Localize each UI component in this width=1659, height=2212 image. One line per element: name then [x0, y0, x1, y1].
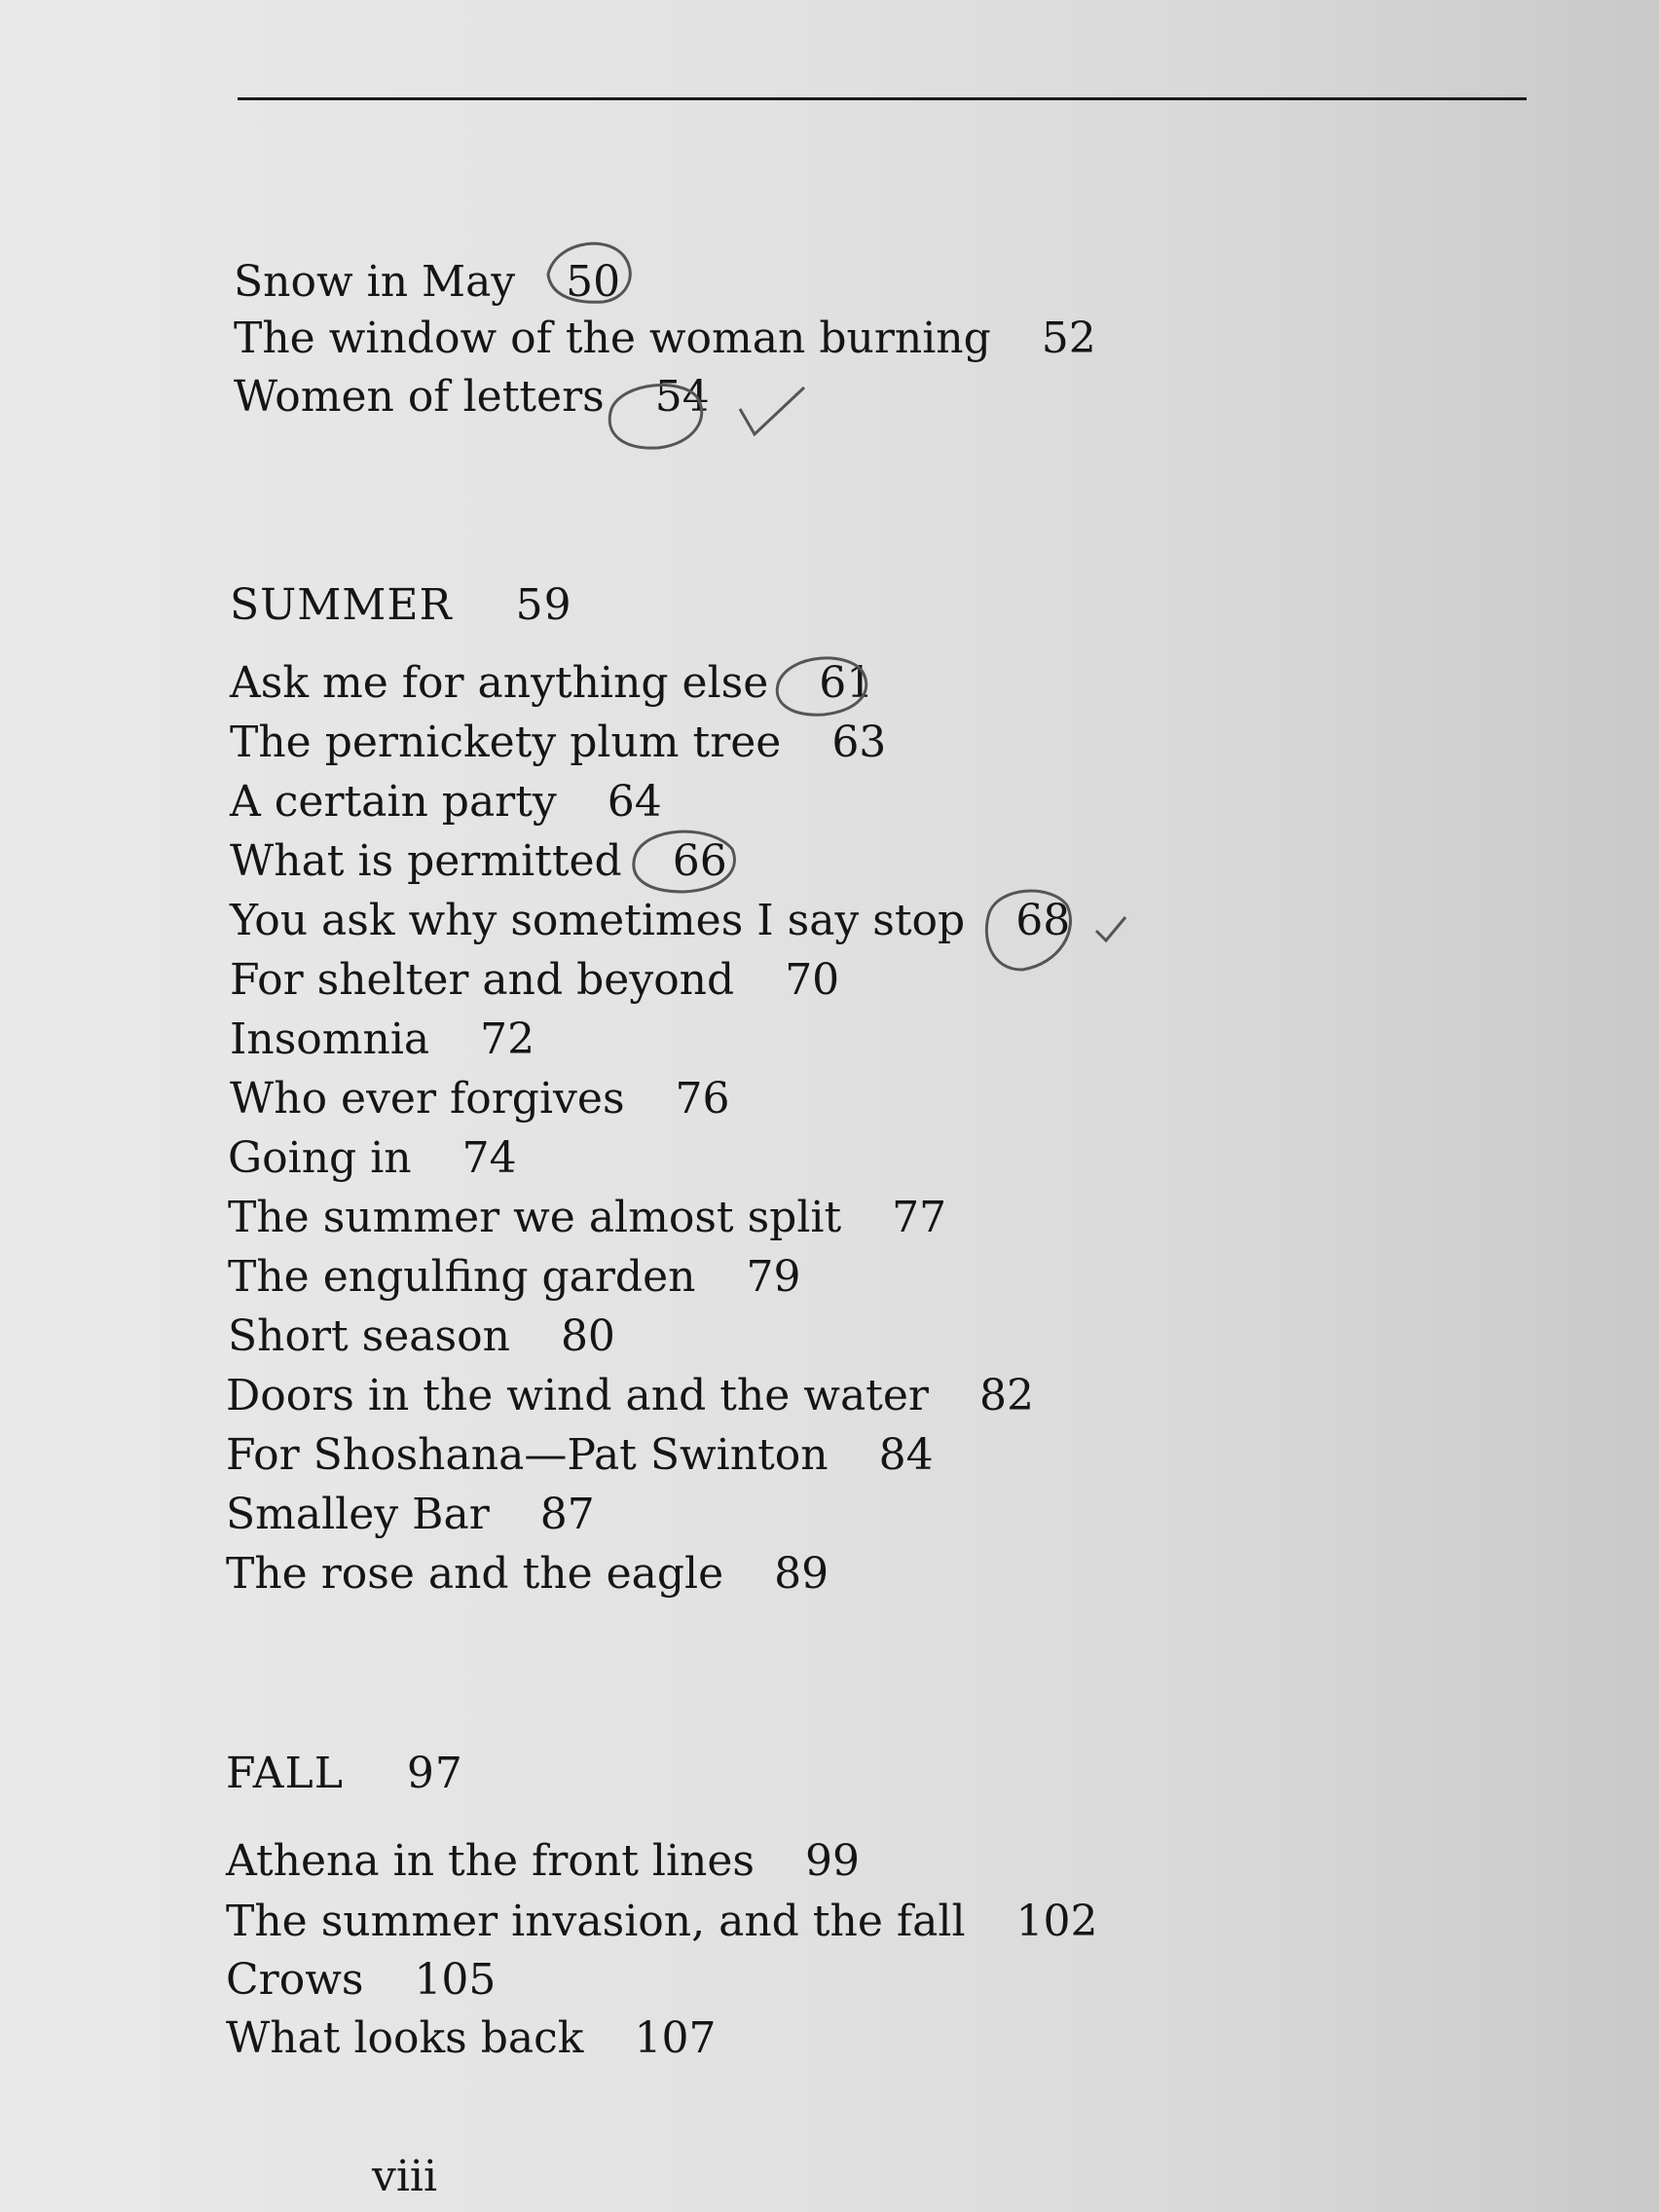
entry-page: 68 — [1015, 896, 1071, 945]
section-title: FALL — [226, 1749, 344, 1798]
entry-page: 54 — [654, 372, 710, 422]
toc-entry[interactable] — [228, 1252, 801, 1302]
toc-entry[interactable] — [234, 372, 710, 422]
entry-title: What is permitted — [230, 836, 622, 886]
entry-page: 61 — [819, 658, 874, 708]
entry-page: 105 — [414, 1955, 497, 2005]
entry-title: Doors in the wind and the water — [226, 1371, 929, 1420]
pencil-check-mark — [1096, 917, 1125, 940]
entry-page: 77 — [892, 1193, 947, 1242]
entry-page: 102 — [1015, 1897, 1098, 1946]
entry-page: 64 — [607, 777, 662, 827]
header-rule — [238, 97, 1527, 100]
toc-entry[interactable] — [230, 896, 1071, 945]
entry-page: 84 — [878, 1430, 934, 1480]
entry-page: 99 — [804, 1836, 860, 1886]
entry-title: The rose and the eagle — [226, 1549, 724, 1599]
entry-title: What looks back — [226, 2013, 584, 2063]
section-page: 97 — [406, 1749, 463, 1798]
entry-title: Snow in May — [234, 257, 516, 307]
toc-entry[interactable] — [226, 2013, 717, 2063]
toc-entry[interactable] — [226, 1897, 1098, 1946]
entry-page: 70 — [785, 955, 840, 1005]
entry-title: Who ever forgives — [230, 1074, 625, 1124]
entry-page: 52 — [1041, 313, 1096, 363]
entry-title: The summer we almost split — [228, 1193, 842, 1242]
toc-entry[interactable] — [226, 1955, 497, 2005]
toc-entry[interactable] — [228, 1193, 947, 1242]
entry-title: The engulfing garden — [228, 1252, 696, 1302]
section-title: SUMMER — [230, 580, 453, 630]
entry-title: Crows — [226, 1955, 364, 2005]
entry-title: Women of letters — [234, 372, 605, 422]
entry-title: Athena in the front lines — [226, 1836, 755, 1886]
entry-page: 72 — [480, 1014, 535, 1064]
entry-title: Insomnia — [230, 1014, 430, 1064]
entry-page: 89 — [774, 1549, 830, 1599]
entry-title: Smalley Bar — [226, 1490, 490, 1539]
section-page: 59 — [515, 580, 572, 630]
entry-page: 107 — [634, 2013, 717, 2063]
page-folio: viii — [372, 2152, 438, 2201]
entry-title: For shelter and beyond — [230, 955, 735, 1005]
toc-entry[interactable] — [226, 1371, 1034, 1420]
entry-page: 74 — [461, 1133, 517, 1183]
entry-page: 63 — [831, 718, 887, 767]
toc-entry[interactable] — [226, 1490, 595, 1539]
entry-page: 87 — [539, 1490, 595, 1539]
entry-title: Going in — [228, 1133, 412, 1183]
toc-entry[interactable] — [228, 1133, 517, 1183]
entry-title: For Shoshana—Pat Swinton — [226, 1430, 829, 1480]
toc-entry[interactable] — [230, 955, 840, 1005]
entry-title: The window of the woman burning — [234, 313, 991, 363]
section-heading-fall[interactable] — [226, 1749, 463, 1798]
entry-page: 82 — [978, 1371, 1034, 1420]
toc-entry[interactable] — [226, 1836, 860, 1886]
entry-title: A certain party — [230, 777, 557, 827]
entry-title: Ask me for anything else — [230, 658, 769, 708]
toc-entry[interactable] — [230, 836, 727, 886]
entry-page: 50 — [566, 257, 621, 307]
toc-entry[interactable] — [230, 777, 662, 827]
toc-entry[interactable] — [226, 1430, 934, 1480]
entry-page: 80 — [560, 1311, 615, 1361]
toc-entry[interactable] — [230, 1014, 535, 1064]
toc-entry[interactable] — [230, 1074, 730, 1124]
toc-entry[interactable] — [234, 257, 621, 307]
entry-title: The summer invasion, and the fall — [226, 1897, 966, 1946]
toc-entry[interactable] — [228, 1311, 615, 1361]
toc-entry[interactable] — [226, 1549, 830, 1599]
toc-entry[interactable] — [230, 718, 887, 767]
entry-title: You ask why sometimes I say stop — [230, 896, 966, 945]
entry-page: 79 — [746, 1252, 801, 1302]
entry-page: 76 — [675, 1074, 730, 1124]
entry-page: 66 — [672, 836, 727, 886]
toc-entry[interactable] — [230, 658, 874, 708]
pencil-check-mark — [740, 387, 804, 434]
entry-title: The pernickety plum tree — [230, 718, 782, 767]
section-heading-summer[interactable] — [230, 580, 572, 630]
toc-entry[interactable] — [234, 313, 1096, 363]
entry-title: Short season — [228, 1311, 510, 1361]
